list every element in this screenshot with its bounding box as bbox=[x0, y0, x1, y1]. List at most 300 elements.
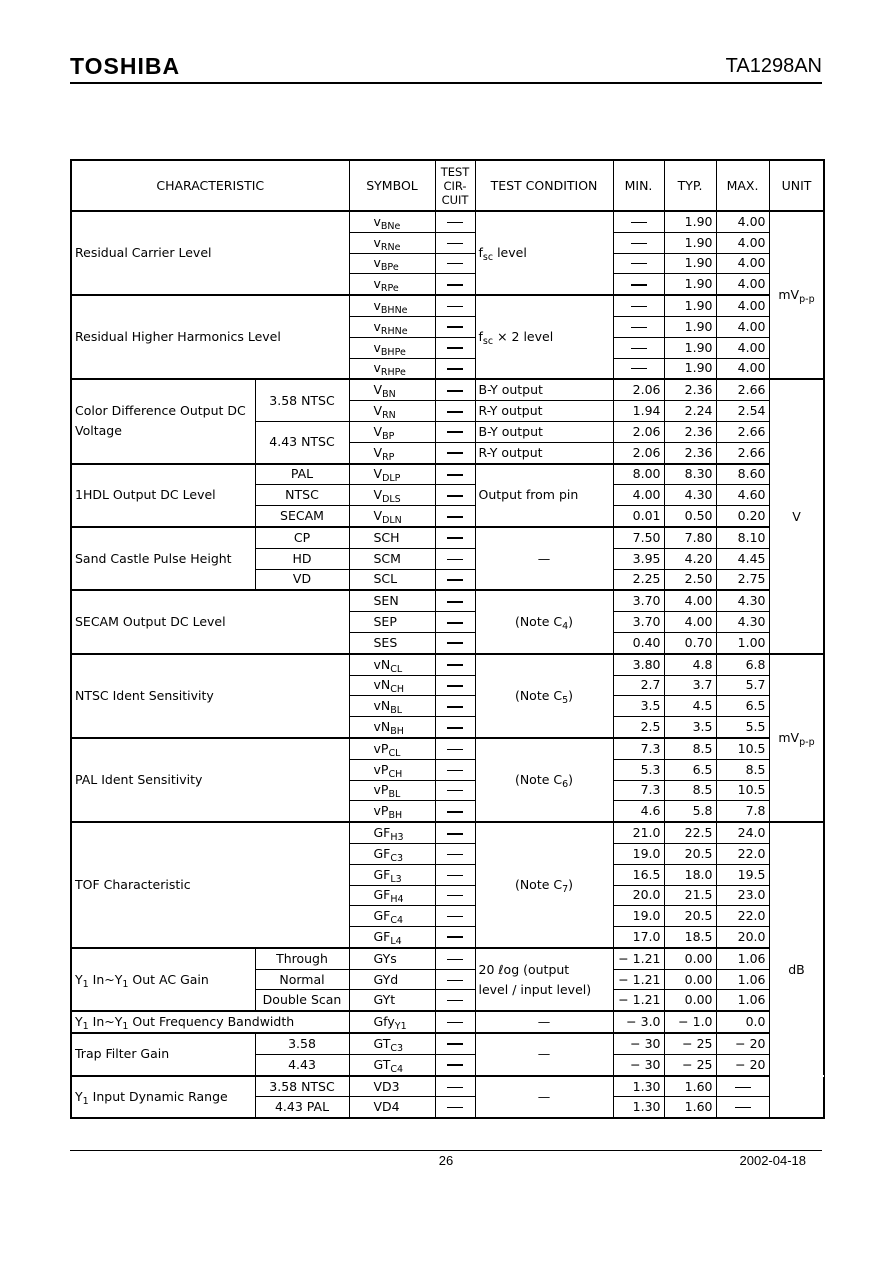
typ-value: 18.5 bbox=[684, 928, 713, 944]
typ-value: 22.5 bbox=[684, 825, 713, 840]
typ-cell bbox=[664, 485, 716, 506]
characteristic-label: Color Difference Output DC Voltage bbox=[75, 403, 246, 439]
typ-cell bbox=[664, 421, 716, 442]
test-circuit-cell bbox=[435, 485, 475, 506]
symbol-subscript: L4 bbox=[390, 935, 402, 947]
test-circuit-cell bbox=[435, 948, 475, 969]
typ-cell bbox=[664, 843, 716, 864]
symbol-subscript: C3 bbox=[390, 852, 404, 864]
min-cell bbox=[613, 1033, 664, 1054]
footer-rule bbox=[70, 1150, 822, 1151]
unit-cell bbox=[769, 654, 824, 822]
unit-cell bbox=[769, 211, 824, 379]
max-cell bbox=[716, 1033, 769, 1054]
symbol-text: V bbox=[373, 487, 383, 503]
max-cell bbox=[716, 612, 769, 633]
max-cell bbox=[716, 569, 769, 590]
test-condition-text: B-Y output bbox=[478, 423, 543, 439]
symbol-cell bbox=[349, 927, 435, 948]
dash-mark bbox=[631, 368, 647, 369]
header-min: MIN. bbox=[613, 160, 664, 211]
max-cell bbox=[716, 675, 769, 696]
max-value: 8.60 bbox=[737, 466, 766, 482]
typ-cell bbox=[664, 1011, 716, 1033]
typ-cell bbox=[664, 1054, 716, 1075]
dash-mark bbox=[447, 770, 463, 771]
min-cell bbox=[613, 801, 664, 822]
characteristic-label: SECAM Output DC Level bbox=[75, 614, 226, 630]
test-circuit-cell bbox=[435, 843, 475, 864]
min-cell bbox=[613, 927, 664, 948]
max-cell bbox=[716, 948, 769, 969]
symbol-text: GF bbox=[373, 908, 391, 924]
test-condition-cell bbox=[475, 738, 613, 822]
min-value: 19.0 bbox=[632, 908, 661, 924]
dash-mark bbox=[447, 431, 463, 433]
min-cell bbox=[613, 401, 664, 422]
test-condition-text: ) bbox=[568, 687, 574, 703]
typ-value: 20.5 bbox=[684, 845, 713, 861]
min-cell bbox=[613, 822, 664, 843]
max-value: 22.0 bbox=[737, 908, 766, 924]
typ-value: 4.8 bbox=[692, 656, 713, 672]
min-value: 3.70 bbox=[632, 614, 661, 630]
typ-cell bbox=[664, 927, 716, 948]
typ-cell bbox=[664, 969, 716, 990]
typ-cell bbox=[664, 253, 716, 274]
min-value: − 30 bbox=[630, 1056, 661, 1072]
typ-value: 0.70 bbox=[684, 634, 713, 650]
test-circuit-cell bbox=[435, 717, 475, 738]
symbol-text: Gfy bbox=[373, 1014, 395, 1030]
max-cell bbox=[716, 717, 769, 738]
typ-value: 4.00 bbox=[684, 614, 713, 630]
symbol-subscript: H3 bbox=[390, 832, 404, 843]
dash-mark bbox=[447, 495, 463, 497]
symbol-text: SCL bbox=[373, 571, 398, 587]
test-condition-text: ) bbox=[568, 614, 574, 630]
symbol-subscript: BL bbox=[388, 789, 401, 801]
dash-mark bbox=[447, 727, 463, 729]
dash-mark bbox=[447, 368, 463, 370]
characteristic-cell bbox=[71, 211, 349, 295]
characteristic-cell bbox=[71, 1033, 255, 1076]
max-value: 7.8 bbox=[745, 803, 766, 819]
symbol-cell bbox=[349, 990, 435, 1011]
test-condition-text: R-Y output bbox=[478, 444, 543, 460]
max-cell bbox=[716, 1011, 769, 1033]
max-cell bbox=[716, 864, 769, 885]
max-cell bbox=[716, 253, 769, 274]
max-cell bbox=[716, 590, 769, 611]
symbol-text: GF bbox=[373, 928, 391, 944]
dash-mark bbox=[447, 895, 463, 896]
sub-characteristic-cell bbox=[255, 569, 349, 590]
min-cell bbox=[613, 464, 664, 485]
max-cell bbox=[716, 927, 769, 948]
symbol-subscript: RP bbox=[382, 451, 395, 463]
symbol-text: v bbox=[373, 276, 381, 292]
typ-cell bbox=[664, 717, 716, 738]
symbol-subscript: CL bbox=[388, 747, 401, 759]
typ-cell bbox=[664, 780, 716, 801]
symbol-cell bbox=[349, 232, 435, 253]
symbol-text: v bbox=[373, 360, 381, 376]
symbol-subscript: L3 bbox=[390, 873, 402, 885]
dash-mark bbox=[447, 222, 463, 223]
test-condition-text: B-Y output bbox=[478, 382, 543, 398]
typ-cell bbox=[664, 990, 716, 1011]
symbol-cell bbox=[349, 948, 435, 969]
test-condition-cell bbox=[475, 401, 613, 422]
min-cell bbox=[613, 337, 664, 358]
max-value: 24.0 bbox=[737, 825, 766, 840]
min-cell bbox=[613, 253, 664, 274]
max-cell bbox=[716, 506, 769, 527]
typ-cell bbox=[664, 548, 716, 569]
test-condition-text: R-Y output bbox=[478, 403, 543, 419]
dash-mark bbox=[447, 706, 463, 708]
min-cell bbox=[613, 569, 664, 590]
test-circuit-cell bbox=[435, 1011, 475, 1033]
test-circuit-cell bbox=[435, 927, 475, 948]
dash-mark bbox=[447, 1064, 463, 1066]
max-cell bbox=[716, 969, 769, 990]
sub-characteristic-label: SECAM bbox=[280, 508, 324, 524]
dash-mark bbox=[735, 1107, 751, 1108]
symbol-text: vP bbox=[373, 740, 389, 756]
typ-cell bbox=[664, 675, 716, 696]
symbol-cell bbox=[349, 612, 435, 633]
typ-value: 2.50 bbox=[684, 571, 713, 587]
symbol-cell bbox=[349, 843, 435, 864]
min-cell bbox=[613, 843, 664, 864]
max-value: 0.0 bbox=[745, 1014, 766, 1030]
header-unit: UNIT bbox=[769, 160, 824, 211]
typ-value: 1.90 bbox=[684, 213, 713, 229]
min-value: 1.94 bbox=[632, 403, 661, 419]
dash-mark bbox=[447, 579, 463, 581]
test-circuit-cell bbox=[435, 1097, 475, 1118]
table-header-row bbox=[71, 160, 824, 211]
max-value: 4.00 bbox=[737, 213, 766, 229]
dash-mark bbox=[447, 664, 463, 666]
characteristic-cell bbox=[71, 464, 255, 527]
symbol-cell bbox=[349, 485, 435, 506]
characteristic-cell bbox=[71, 1011, 349, 1033]
min-value: 20.0 bbox=[632, 887, 661, 903]
table-row bbox=[71, 464, 824, 485]
max-value: 6.5 bbox=[745, 698, 766, 714]
symbol-cell bbox=[349, 569, 435, 590]
sub-characteristic-label: 4.43 bbox=[288, 1056, 316, 1072]
typ-value: 4.5 bbox=[692, 698, 713, 714]
test-circuit-cell bbox=[435, 1033, 475, 1054]
brand-logo: TOSHIBA bbox=[70, 53, 181, 79]
symbol-cell bbox=[349, 696, 435, 717]
characteristic-cell bbox=[71, 590, 349, 653]
min-cell bbox=[613, 211, 664, 232]
typ-cell bbox=[664, 1097, 716, 1118]
test-circuit-cell bbox=[435, 822, 475, 843]
max-value: − 20 bbox=[735, 1056, 766, 1072]
test-condition-text: Output from pin bbox=[478, 487, 579, 503]
max-value: 2.66 bbox=[737, 423, 766, 439]
sub-characteristic-label: Normal bbox=[279, 971, 325, 987]
typ-cell bbox=[664, 654, 716, 675]
table-row bbox=[71, 527, 824, 548]
characteristic-label: In~Y bbox=[88, 971, 123, 987]
dash-mark bbox=[447, 959, 463, 960]
dash-mark bbox=[447, 685, 463, 687]
test-circuit-cell bbox=[435, 654, 475, 675]
symbol-subscript: DLP bbox=[382, 473, 401, 485]
dash-mark bbox=[631, 348, 647, 349]
symbol-subscript: BP bbox=[382, 430, 395, 442]
max-value: 4.60 bbox=[737, 487, 766, 503]
min-value: − 1.21 bbox=[618, 950, 661, 966]
dash-mark bbox=[631, 222, 647, 223]
symbol-text: V bbox=[373, 382, 383, 398]
symbol-text: v bbox=[373, 255, 381, 271]
min-cell bbox=[613, 295, 664, 316]
test-circuit-cell bbox=[435, 232, 475, 253]
symbol-text: vP bbox=[373, 782, 389, 798]
test-circuit-cell bbox=[435, 295, 475, 316]
max-cell bbox=[716, 485, 769, 506]
dash-mark bbox=[447, 411, 463, 413]
symbol-cell bbox=[349, 401, 435, 422]
test-circuit-cell bbox=[435, 358, 475, 379]
symbol-cell bbox=[349, 738, 435, 759]
max-value: 8.10 bbox=[737, 529, 766, 545]
header-symbol: SYMBOL bbox=[349, 160, 435, 211]
test-condition-cell bbox=[475, 464, 613, 527]
sub-characteristic-cell bbox=[255, 506, 349, 527]
test-condition-text: — bbox=[537, 1088, 551, 1104]
sub-characteristic-label: CP bbox=[293, 529, 311, 545]
symbol-text: SCH bbox=[373, 529, 400, 545]
characteristic-cell bbox=[71, 654, 349, 738]
symbol-text: VD4 bbox=[373, 1099, 400, 1115]
min-cell bbox=[613, 696, 664, 717]
sub-characteristic-cell bbox=[255, 1076, 349, 1097]
unit-cell bbox=[769, 379, 824, 653]
symbol-cell bbox=[349, 969, 435, 990]
symbol-subscript: CH bbox=[388, 768, 403, 780]
symbol-text: GYs bbox=[373, 950, 397, 966]
characteristic-label: Trap Filter Gain bbox=[75, 1046, 170, 1062]
min-value: 2.06 bbox=[632, 423, 661, 439]
symbol-text: VD3 bbox=[373, 1078, 400, 1094]
test-condition-cell bbox=[475, 1033, 613, 1076]
min-cell bbox=[613, 506, 664, 527]
dash-mark bbox=[447, 474, 463, 476]
min-cell bbox=[613, 590, 664, 611]
dash-mark bbox=[447, 537, 463, 539]
typ-cell bbox=[664, 506, 716, 527]
typ-cell bbox=[664, 632, 716, 653]
typ-cell bbox=[664, 569, 716, 590]
min-cell bbox=[613, 548, 664, 569]
typ-value: 2.36 bbox=[684, 423, 713, 439]
dash-mark bbox=[447, 622, 463, 624]
typ-cell bbox=[664, 274, 716, 295]
min-value: 21.0 bbox=[632, 825, 661, 840]
test-condition-text: — bbox=[537, 550, 551, 566]
sub-characteristic-label: 4.43 PAL bbox=[274, 1099, 330, 1115]
symbol-cell bbox=[349, 253, 435, 274]
header-rule bbox=[70, 82, 822, 84]
max-cell bbox=[716, 759, 769, 780]
max-value: 4.30 bbox=[737, 614, 766, 630]
typ-cell bbox=[664, 464, 716, 485]
typ-cell bbox=[664, 295, 716, 316]
test-condition-text: level / input level) bbox=[478, 981, 592, 997]
symbol-cell bbox=[349, 590, 435, 611]
dash-mark bbox=[447, 263, 463, 264]
max-cell bbox=[716, 274, 769, 295]
typ-value: 3.5 bbox=[692, 719, 713, 735]
min-value: 0.40 bbox=[632, 634, 661, 650]
symbol-cell bbox=[349, 1033, 435, 1054]
characteristic-label: 1HDL Output DC Level bbox=[75, 487, 216, 503]
typ-cell bbox=[664, 801, 716, 822]
typ-value: 20.5 bbox=[684, 908, 713, 924]
symbol-text: SEN bbox=[373, 593, 399, 609]
table-row bbox=[71, 738, 824, 759]
typ-cell bbox=[664, 1033, 716, 1054]
table-row bbox=[71, 1011, 824, 1033]
max-cell bbox=[716, 1097, 769, 1118]
typ-cell bbox=[664, 232, 716, 253]
symbol-subscript: Y1 bbox=[394, 1021, 407, 1033]
test-condition-text: ) bbox=[568, 772, 574, 788]
max-value: 1.00 bbox=[737, 634, 766, 650]
dash-mark bbox=[447, 452, 463, 454]
test-condition-cell bbox=[475, 822, 613, 948]
symbol-cell bbox=[349, 759, 435, 780]
dash-mark bbox=[447, 390, 463, 392]
typ-cell bbox=[664, 401, 716, 422]
min-value: 7.3 bbox=[640, 782, 661, 798]
test-condition-subscript: sc bbox=[482, 336, 494, 348]
test-circuit-cell bbox=[435, 316, 475, 337]
max-value: 10.5 bbox=[737, 782, 766, 798]
dash-mark bbox=[631, 243, 647, 244]
min-cell bbox=[613, 780, 664, 801]
dash-mark bbox=[447, 347, 463, 349]
min-value: 3.5 bbox=[640, 698, 661, 714]
test-circuit-cell bbox=[435, 590, 475, 611]
symbol-cell bbox=[349, 421, 435, 442]
typ-value: − 25 bbox=[682, 1035, 713, 1051]
min-value: − 3.0 bbox=[626, 1014, 661, 1030]
symbol-cell bbox=[349, 864, 435, 885]
typ-value: 2.36 bbox=[684, 382, 713, 398]
test-condition-text: f bbox=[478, 245, 483, 261]
sub-characteristic-cell bbox=[255, 1097, 349, 1118]
max-cell bbox=[716, 442, 769, 463]
max-cell bbox=[716, 337, 769, 358]
max-cell bbox=[716, 464, 769, 485]
symbol-text: GT bbox=[373, 1056, 391, 1072]
dash-mark bbox=[447, 749, 463, 750]
symbol-cell bbox=[349, 1076, 435, 1097]
symbol-cell bbox=[349, 506, 435, 527]
max-cell bbox=[716, 316, 769, 337]
max-cell bbox=[716, 885, 769, 906]
min-value: 8.00 bbox=[632, 466, 661, 482]
symbol-text: V bbox=[373, 403, 383, 419]
typ-value: 4.00 bbox=[684, 593, 713, 609]
table-row bbox=[71, 654, 824, 675]
min-value: 2.5 bbox=[640, 719, 661, 735]
symbol-cell bbox=[349, 801, 435, 822]
symbol-text: v bbox=[373, 213, 381, 229]
typ-cell bbox=[664, 885, 716, 906]
typ-value: 1.90 bbox=[684, 339, 713, 355]
symbol-text: GYd bbox=[373, 971, 399, 987]
min-cell bbox=[613, 1076, 664, 1097]
min-value: 7.50 bbox=[632, 529, 661, 545]
typ-value: 0.50 bbox=[684, 508, 713, 524]
header-test-condition: TEST CONDITION bbox=[475, 160, 613, 211]
symbol-cell bbox=[349, 717, 435, 738]
test-condition-cell bbox=[475, 654, 613, 738]
test-condition-subscript: 4 bbox=[562, 621, 569, 633]
symbol-cell bbox=[349, 379, 435, 400]
table-row bbox=[71, 211, 824, 232]
typ-value: − 25 bbox=[682, 1056, 713, 1072]
typ-value: 2.36 bbox=[684, 444, 713, 460]
test-condition-subscript: 5 bbox=[562, 694, 569, 706]
sub-characteristic-label: 3.58 NTSC bbox=[269, 1078, 335, 1094]
symbol-text: vN bbox=[373, 677, 391, 693]
symbol-text: vP bbox=[373, 761, 389, 777]
symbol-subscript: DLN bbox=[382, 515, 402, 527]
symbol-subscript: BPe bbox=[380, 262, 399, 274]
test-circuit-cell bbox=[435, 632, 475, 653]
symbol-cell bbox=[349, 1097, 435, 1118]
dash-mark bbox=[447, 516, 463, 518]
test-condition-cell bbox=[475, 527, 613, 590]
page-number: 26 bbox=[438, 1153, 454, 1168]
min-cell bbox=[613, 379, 664, 400]
typ-value: 0.00 bbox=[684, 950, 713, 966]
sub-characteristic-label: Double Scan bbox=[262, 992, 342, 1008]
symbol-cell bbox=[349, 358, 435, 379]
dash-mark bbox=[631, 284, 647, 286]
min-cell bbox=[613, 675, 664, 696]
min-cell bbox=[613, 632, 664, 653]
test-circuit-cell bbox=[435, 442, 475, 463]
symbol-text: V bbox=[373, 444, 383, 460]
test-circuit-cell bbox=[435, 506, 475, 527]
characteristic-label: Y bbox=[75, 971, 83, 987]
test-condition-text: (Note C bbox=[514, 772, 563, 788]
min-value: 2.06 bbox=[632, 382, 661, 398]
symbol-text: vP bbox=[373, 803, 389, 819]
max-cell bbox=[716, 379, 769, 400]
min-cell bbox=[613, 274, 664, 295]
min-cell bbox=[613, 442, 664, 463]
max-cell bbox=[716, 1054, 769, 1075]
test-condition-text: (Note C bbox=[514, 614, 563, 630]
symbol-text: GT bbox=[373, 1035, 391, 1051]
characteristic-cell bbox=[71, 295, 349, 379]
max-value: 4.00 bbox=[737, 255, 766, 271]
